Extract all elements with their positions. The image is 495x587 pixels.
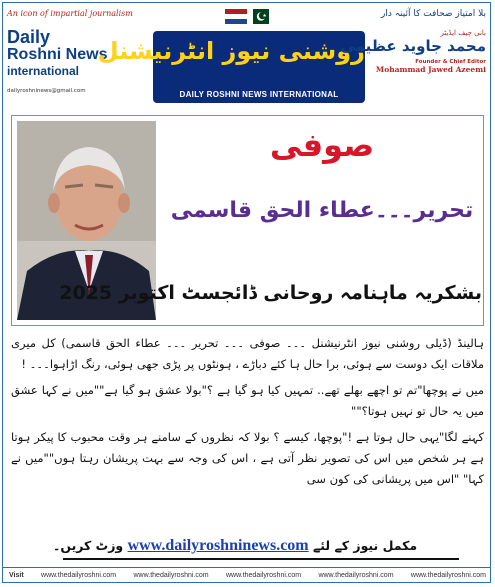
paragraph-2: میں نے پوچھا"تم تو اچھے بھلے تھے.. تمہیں کیا ہو گیا ہے ؟"بولا عشق ہو گیا ہے""میں نے کہا عشق میں یہ حال تو نہیں ہوتا؟""	[11, 383, 484, 418]
footer-link[interactable]: www.thedailyroshni.com	[225, 571, 302, 579]
founder-title-english: Founder & Chief Editor	[415, 59, 486, 65]
cta-underline-divider	[63, 558, 459, 560]
read-more-line	[53, 537, 473, 555]
footer-link[interactable]: www.thedailyroshni.com	[318, 571, 394, 579]
urdu-title: روشنی نیوز انٹرنیشنل	[97, 37, 365, 65]
english-subtitle: DAILY ROSHNI NEWS INTERNATIONAL	[179, 90, 339, 99]
contact-email: dailyroshninews@gmail.com	[7, 88, 86, 94]
article-body	[11, 333, 484, 495]
cta-prefix: مکمل نیوز کے لئے	[312, 538, 418, 553]
page-frame	[2, 2, 491, 583]
article-title: صوفی	[269, 126, 375, 164]
footer-link[interactable]: www.thedailyroshni.com	[133, 571, 209, 579]
founder-block	[340, 9, 486, 103]
tagline-urdu: بلا امتیاز صحافت کا آئینہ دار	[381, 9, 486, 19]
article-byline: تحریر۔۔۔عطاء الحق قاسمی	[170, 198, 474, 223]
founder-name-urdu: محمد جاوید عظیمی	[340, 37, 486, 55]
founder-label: بانی چیف ایڈیٹر	[440, 29, 486, 37]
footer-link[interactable]: www.thedailyroshni.com	[410, 571, 486, 579]
netherlands-flag-icon	[225, 9, 247, 24]
pakistan-flag-icon	[247, 9, 269, 24]
founder-name-english: Mohammad Jawed Azeemi	[375, 65, 486, 74]
tagline-english: An icon of impartial journalism	[7, 9, 133, 18]
brand-roshni-news: Roshni News	[7, 46, 108, 63]
footer-link[interactable]: www.thedailyroshni.com	[41, 571, 117, 579]
brand-daily: Daily	[7, 27, 51, 47]
footer-visit-label: Visit	[9, 571, 24, 579]
masthead-banner	[97, 31, 365, 103]
brand-international: international	[7, 64, 80, 78]
cta-suffix: وزٹ کریں۔	[53, 538, 124, 553]
website-link[interactable]: www.dailyroshninews.com	[127, 537, 309, 554]
paragraph-1: ہالینڈ (ڈیلی روشنی نیوز انٹرنیشنل ۔۔۔ صوفی ۔۔۔ تحریر ۔۔۔ عطاء الحق قاسمی) کل میری ملاقات ایک دوست سے ہوئی، برا حال ہا کئے دباڑے ، ہونٹوں پر پڑی جھی ہوئی، رنگ اڑاہوا۔۔۔ !	[11, 336, 484, 371]
paragraph-3: کہنے لگا"یہی حال ہوتا ہے !"پوچھا، کیسے ؟ بولا کہ نظروں کے سامنے ہر وقت محبوب کا پیکر ہوتا ہے ہر شخص میں اس کی تصویر نظر آتی ہے ، اس کی وجہ سے بہت پریشان رہتا ہوں""میں نے کہا" "اس میں پریشانی کی کون سی	[11, 430, 484, 486]
article-header	[11, 115, 484, 326]
masthead	[3, 3, 491, 107]
footer-strip	[3, 567, 491, 582]
courtesy-line: بشکریہ ماہنامہ روحانی ڈائجسٹ اکتوبر 2025	[59, 282, 482, 304]
